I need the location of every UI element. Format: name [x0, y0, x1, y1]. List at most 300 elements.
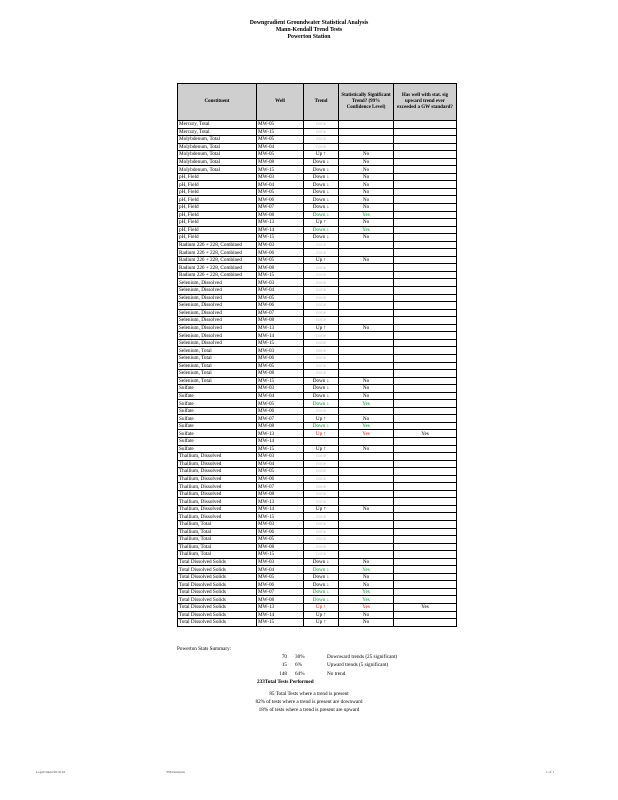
- cell-significance: Yes: [339, 588, 394, 596]
- cell-trend: Down ↓: [304, 181, 339, 189]
- cell-significance: [339, 483, 394, 491]
- cell-constituent: Selenium, Total: [178, 362, 257, 370]
- cell-trend: none: [304, 460, 339, 468]
- cell-significance: [339, 309, 394, 317]
- table-row: [178, 173, 457, 181]
- cell-significance: [339, 453, 394, 461]
- cell-exceedance: [394, 437, 457, 445]
- cell-well: MW-05: [257, 400, 304, 408]
- table-row: [178, 362, 457, 370]
- table-row: [178, 468, 457, 476]
- cell-significance: No: [339, 573, 394, 581]
- cell-exceedance: [394, 204, 457, 212]
- header-well: Well: [257, 84, 304, 121]
- cell-significance: [339, 271, 394, 279]
- cell-trend: Down ↓: [304, 377, 339, 385]
- cell-well: MW-04: [257, 287, 304, 295]
- cell-exceedance: [394, 302, 457, 310]
- cell-trend: none: [304, 347, 339, 355]
- cell-significance: [339, 513, 394, 521]
- totals-line-1: 85 Total Tests where a trend is present: [269, 691, 349, 697]
- cell-well: MW-06: [257, 581, 304, 589]
- cell-well: MW-03: [257, 173, 304, 181]
- table-row: [178, 611, 457, 619]
- cell-constituent: Sulfate: [178, 445, 257, 453]
- cell-significance: [339, 407, 394, 415]
- cell-exceedance: [394, 339, 457, 347]
- cell-trend: Down ↓: [304, 166, 339, 174]
- cell-well: MW-07: [257, 415, 304, 423]
- cell-well: MW-13: [257, 498, 304, 506]
- table-row: [178, 271, 457, 279]
- table-row: [178, 498, 457, 506]
- cell-trend: none: [304, 453, 339, 461]
- header-constituent: Constituent: [178, 84, 257, 121]
- cell-constituent: Thallium, Dissolved: [178, 475, 257, 483]
- cell-exceedance: [394, 128, 457, 136]
- cell-trend: none: [304, 128, 339, 136]
- cell-constituent: Selenium, Dissolved: [178, 279, 257, 287]
- cell-exceedance: [394, 332, 457, 340]
- cell-constituent: Thallium, Dissolved: [178, 490, 257, 498]
- cell-trend: none: [304, 468, 339, 476]
- cell-well: MW-07: [257, 309, 304, 317]
- cell-exceedance: [394, 166, 457, 174]
- station-name: Powerton Station: [287, 34, 331, 41]
- cell-trend: Down ↓: [304, 581, 339, 589]
- cell-significance: [339, 294, 394, 302]
- cell-significance: [339, 279, 394, 287]
- cell-well: MW-06: [257, 475, 304, 483]
- cell-constituent: Selenium, Total: [178, 354, 257, 362]
- cell-exceedance: [394, 619, 457, 627]
- table-row: [178, 385, 457, 393]
- table-row: [178, 279, 457, 287]
- cell-significance: [339, 287, 394, 295]
- cell-well: MW-06: [257, 354, 304, 362]
- cell-significance: [339, 536, 394, 544]
- table-row: [178, 234, 457, 242]
- cell-constituent: Selenium, Dissolved: [178, 317, 257, 325]
- cell-well: MW-05: [257, 468, 304, 476]
- cell-trend: none: [304, 241, 339, 249]
- cell-significance: No: [339, 581, 394, 589]
- cell-exceedance: [394, 309, 457, 317]
- footer-page: 1 of 1: [546, 770, 555, 774]
- totals-line-3: 18% of tests where a trend is present are upward: [258, 707, 360, 714]
- cell-trend: Down ↓: [304, 158, 339, 166]
- cell-exceedance: [394, 256, 457, 264]
- cell-exceedance: [394, 543, 457, 551]
- cell-well: MW-13: [257, 219, 304, 227]
- cell-exceedance: [394, 294, 457, 302]
- cell-significance: Yes: [339, 400, 394, 408]
- table-row: [178, 204, 457, 212]
- cell-trend: none: [304, 332, 339, 340]
- cell-exceedance: [394, 520, 457, 528]
- cell-constituent: Thallium, Total: [178, 543, 257, 551]
- cell-trend: Down ↓: [304, 392, 339, 400]
- cell-significance: No: [339, 377, 394, 385]
- cell-significance: [339, 128, 394, 136]
- cell-significance: [339, 332, 394, 340]
- cell-exceedance: [394, 551, 457, 559]
- cell-constituent: pH, Field: [178, 181, 257, 189]
- cell-trend: Down ↓: [304, 385, 339, 393]
- cell-constituent: Radium 226 + 228, Combined: [178, 241, 257, 249]
- table-row: [178, 400, 457, 408]
- table-row: [178, 128, 457, 136]
- cell-significance: [339, 370, 394, 378]
- cell-constituent: Thallium, Dissolved: [178, 453, 257, 461]
- cell-constituent: Thallium, Dissolved: [178, 483, 257, 491]
- table-row: [178, 332, 457, 340]
- cell-trend: none: [304, 543, 339, 551]
- cell-trend: Down ↓: [304, 204, 339, 212]
- table-row: [178, 490, 457, 498]
- cell-well: MW-15: [257, 619, 304, 627]
- cell-significance: Yes: [339, 566, 394, 574]
- cell-constituent: Total Dissolved Solids: [178, 611, 257, 619]
- cell-significance: No: [339, 385, 394, 393]
- cell-significance: Yes: [339, 604, 394, 612]
- cell-exceedance: [394, 121, 457, 129]
- cell-trend: Down ↓: [304, 558, 339, 566]
- cell-significance: Yes: [339, 430, 394, 438]
- table-row: [178, 294, 457, 302]
- cell-trend: none: [304, 513, 339, 521]
- table-row: [178, 566, 457, 574]
- cell-exceedance: [394, 558, 457, 566]
- cell-exceedance: [394, 475, 457, 483]
- cell-trend: none: [304, 339, 339, 347]
- cell-well: MW-15: [257, 551, 304, 559]
- cell-significance: [339, 437, 394, 445]
- table-row: [178, 211, 457, 219]
- cell-constituent: Sulfate: [178, 422, 257, 430]
- cell-exceedance: [394, 219, 457, 227]
- table-row: [178, 226, 457, 234]
- cell-exceedance: [394, 271, 457, 279]
- cell-significance: [339, 468, 394, 476]
- cell-constituent: pH, Field: [178, 211, 257, 219]
- cell-well: MW-03: [257, 558, 304, 566]
- table-row: [178, 513, 457, 521]
- cell-significance: [339, 460, 394, 468]
- cell-well: MW-03: [257, 347, 304, 355]
- footer-left: Legal/Table/2010-10: [36, 770, 66, 774]
- cell-trend: none: [304, 362, 339, 370]
- cell-constituent: Mercury, Total: [178, 121, 257, 129]
- table-row: [178, 430, 457, 438]
- table-row: [178, 536, 457, 544]
- cell-well: MW-05: [257, 536, 304, 544]
- table-row: [178, 158, 457, 166]
- totals-line-2: 82% of tests where a trend is present are downward: [255, 699, 363, 706]
- cell-significance: No: [339, 151, 394, 159]
- cell-significance: [339, 543, 394, 551]
- cell-significance: [339, 520, 394, 528]
- report-title-block: [0, 20, 618, 42]
- cell-trend: none: [304, 317, 339, 325]
- cell-constituent: Selenium, Dissolved: [178, 309, 257, 317]
- table-row: [178, 543, 457, 551]
- cell-trend: Down ↓: [304, 234, 339, 242]
- cell-constituent: Thallium, Total: [178, 528, 257, 536]
- table-row: [178, 377, 457, 385]
- table-row: [178, 558, 457, 566]
- cell-well: MW-08: [257, 422, 304, 430]
- cell-exceedance: Yes: [394, 604, 457, 612]
- cell-well: MW-05: [257, 188, 304, 196]
- table-row: [178, 604, 457, 612]
- table-header-row: [178, 84, 457, 121]
- cell-constituent: Mercury, Total: [178, 128, 257, 136]
- table-row: [178, 415, 457, 423]
- cell-constituent: Molybdenum, Total: [178, 151, 257, 159]
- cell-well: MW-14: [257, 611, 304, 619]
- table-row: [178, 588, 457, 596]
- cell-well: MW-15: [257, 234, 304, 242]
- table-row: [178, 460, 457, 468]
- table-row: [178, 392, 457, 400]
- cell-significance: Yes: [339, 596, 394, 604]
- cell-significance: [339, 339, 394, 347]
- cell-constituent: Total Dissolved Solids: [178, 604, 257, 612]
- cell-trend: Down ↓: [304, 196, 339, 204]
- cell-constituent: Molybdenum, Total: [178, 166, 257, 174]
- cell-well: MW-15: [257, 445, 304, 453]
- cell-exceedance: [394, 588, 457, 596]
- cell-trend: none: [304, 309, 339, 317]
- cell-trend: none: [304, 121, 339, 129]
- cell-well: MW-14: [257, 332, 304, 340]
- cell-significance: [339, 136, 394, 144]
- cell-trend: Up ↑: [304, 604, 339, 612]
- cell-exceedance: [394, 400, 457, 408]
- cell-well: MW-03: [257, 385, 304, 393]
- cell-constituent: Selenium, Total: [178, 377, 257, 385]
- cell-exceedance: Yes: [394, 430, 457, 438]
- table-row: [178, 136, 457, 144]
- cell-well: MW-04: [257, 566, 304, 574]
- cell-exceedance: [394, 407, 457, 415]
- cell-well: MW-03: [257, 279, 304, 287]
- cell-constituent: Sulfate: [178, 415, 257, 423]
- cell-trend: none: [304, 294, 339, 302]
- cell-trend: [304, 437, 339, 445]
- cell-trend: Down ↓: [304, 588, 339, 596]
- cell-exceedance: [394, 596, 457, 604]
- cell-significance: No: [339, 234, 394, 242]
- cell-significance: [339, 362, 394, 370]
- table-row: [178, 407, 457, 415]
- cell-constituent: pH, Field: [178, 188, 257, 196]
- summary-label: Powerton Stats Summary:: [177, 646, 232, 652]
- table-row: [178, 219, 457, 227]
- cell-trend: Up ↑: [304, 219, 339, 227]
- cell-well: MW-14: [257, 437, 304, 445]
- cell-significance: Yes: [339, 422, 394, 430]
- table-row: [178, 181, 457, 189]
- cell-well: MW-06: [257, 196, 304, 204]
- cell-trend: none: [304, 551, 339, 559]
- cell-well: MW-08: [257, 596, 304, 604]
- header-significance: Statistically Significant Trend? (99% Confidence Level): [339, 84, 394, 121]
- cell-constituent: Radium 226 + 228, Combined: [178, 271, 257, 279]
- cell-constituent: Sulfate: [178, 430, 257, 438]
- cell-significance: [339, 241, 394, 249]
- cell-well: MW-15: [257, 513, 304, 521]
- cell-significance: No: [339, 611, 394, 619]
- cell-well: MW-03: [257, 453, 304, 461]
- cell-trend: none: [304, 498, 339, 506]
- cell-exceedance: [394, 513, 457, 521]
- cell-exceedance: [394, 498, 457, 506]
- cell-trend: Up ↑: [304, 324, 339, 332]
- cell-constituent: Sulfate: [178, 392, 257, 400]
- cell-trend: none: [304, 536, 339, 544]
- cell-constituent: pH, Field: [178, 234, 257, 242]
- cell-constituent: Selenium, Dissolved: [178, 294, 257, 302]
- cell-significance: No: [339, 158, 394, 166]
- table-row: [178, 121, 457, 129]
- table-row: [178, 249, 457, 257]
- table-row: [178, 483, 457, 491]
- cell-constituent: Selenium, Dissolved: [178, 339, 257, 347]
- cell-well: MW-15: [257, 377, 304, 385]
- cell-exceedance: [394, 468, 457, 476]
- cell-constituent: Thallium, Dissolved: [178, 468, 257, 476]
- cell-trend: Down ↓: [304, 173, 339, 181]
- cell-constituent: Selenium, Total: [178, 370, 257, 378]
- table-row: [178, 317, 457, 325]
- table-row: [178, 453, 457, 461]
- cell-exceedance: [394, 173, 457, 181]
- cell-well: MW-08: [257, 543, 304, 551]
- table-row: [178, 324, 457, 332]
- cell-exceedance: [394, 445, 457, 453]
- cell-trend: Down ↓: [304, 596, 339, 604]
- cell-exceedance: [394, 611, 457, 619]
- cell-trend: none: [304, 264, 339, 272]
- cell-significance: Yes: [339, 211, 394, 219]
- cell-trend: Down ↓: [304, 400, 339, 408]
- cell-exceedance: [394, 347, 457, 355]
- cell-trend: none: [304, 287, 339, 295]
- cell-constituent: Sulfate: [178, 400, 257, 408]
- table-row: [178, 445, 457, 453]
- table-row: [178, 309, 457, 317]
- cell-significance: [339, 498, 394, 506]
- cell-significance: No: [339, 196, 394, 204]
- cell-trend: none: [304, 520, 339, 528]
- cell-significance: No: [339, 558, 394, 566]
- cell-constituent: Total Dissolved Solids: [178, 588, 257, 596]
- cell-well: MW-05: [257, 151, 304, 159]
- cell-trend: Up ↑: [304, 256, 339, 264]
- cell-exceedance: [394, 188, 457, 196]
- cell-exceedance: [394, 354, 457, 362]
- cell-exceedance: [394, 264, 457, 272]
- cell-constituent: pH, Field: [178, 196, 257, 204]
- cell-exceedance: [394, 566, 457, 574]
- cell-trend: none: [304, 136, 339, 144]
- cell-exceedance: [394, 370, 457, 378]
- cell-well: MW-15: [257, 128, 304, 136]
- cell-exceedance: [394, 158, 457, 166]
- cell-exceedance: [394, 422, 457, 430]
- cell-trend: Up ↑: [304, 445, 339, 453]
- cell-trend: Down ↓: [304, 211, 339, 219]
- cell-exceedance: [394, 317, 457, 325]
- cell-well: MW-03: [257, 241, 304, 249]
- table-row: [178, 505, 457, 513]
- cell-trend: none: [304, 354, 339, 362]
- cell-significance: Yes: [339, 226, 394, 234]
- cell-trend: Down ↓: [304, 566, 339, 574]
- cell-well: MW-06: [257, 249, 304, 257]
- cell-exceedance: [394, 226, 457, 234]
- table-row: [178, 287, 457, 295]
- cell-exceedance: [394, 287, 457, 295]
- cell-exceedance: [394, 377, 457, 385]
- cell-trend: Up ↑: [304, 151, 339, 159]
- cell-well: MW-06: [257, 302, 304, 310]
- cell-constituent: Total Dissolved Solids: [178, 596, 257, 604]
- cell-significance: [339, 490, 394, 498]
- cell-well: MW-04: [257, 181, 304, 189]
- cell-exceedance: [394, 362, 457, 370]
- cell-constituent: Total Dissolved Solids: [178, 566, 257, 574]
- cell-exceedance: [394, 460, 457, 468]
- cell-trend: Up ↑: [304, 415, 339, 423]
- cell-trend: none: [304, 279, 339, 287]
- header-trend: Trend: [304, 84, 339, 121]
- cell-constituent: pH, Field: [178, 173, 257, 181]
- cell-constituent: Total Dissolved Solids: [178, 619, 257, 627]
- footer-middle: TSD/analysis: [166, 770, 185, 774]
- cell-well: MW-03: [257, 520, 304, 528]
- cell-significance: No: [339, 619, 394, 627]
- cell-exceedance: [394, 241, 457, 249]
- cell-significance: [339, 302, 394, 310]
- table-row: [178, 581, 457, 589]
- cell-well: MW-05: [257, 362, 304, 370]
- cell-exceedance: [394, 528, 457, 536]
- cell-constituent: Sulfate: [178, 437, 257, 445]
- cell-constituent: Sulfate: [178, 407, 257, 415]
- cell-significance: [339, 317, 394, 325]
- cell-trend: Down ↓: [304, 226, 339, 234]
- table-row: [178, 166, 457, 174]
- cell-constituent: Thallium, Dissolved: [178, 513, 257, 521]
- cell-trend: none: [304, 302, 339, 310]
- cell-constituent: Total Dissolved Solids: [178, 581, 257, 589]
- cell-significance: No: [339, 392, 394, 400]
- table-row: [178, 528, 457, 536]
- cell-well: MW-08: [257, 158, 304, 166]
- table-row: [178, 241, 457, 249]
- cell-significance: No: [339, 188, 394, 196]
- cell-significance: No: [339, 219, 394, 227]
- cell-constituent: Molybdenum, Total: [178, 143, 257, 151]
- cell-exceedance: [394, 249, 457, 257]
- cell-significance: No: [339, 415, 394, 423]
- cell-constituent: Sulfate: [178, 385, 257, 393]
- report-title: Downgradient Groundwater Statistical Analysis: [249, 20, 369, 26]
- cell-constituent: pH, Field: [178, 226, 257, 234]
